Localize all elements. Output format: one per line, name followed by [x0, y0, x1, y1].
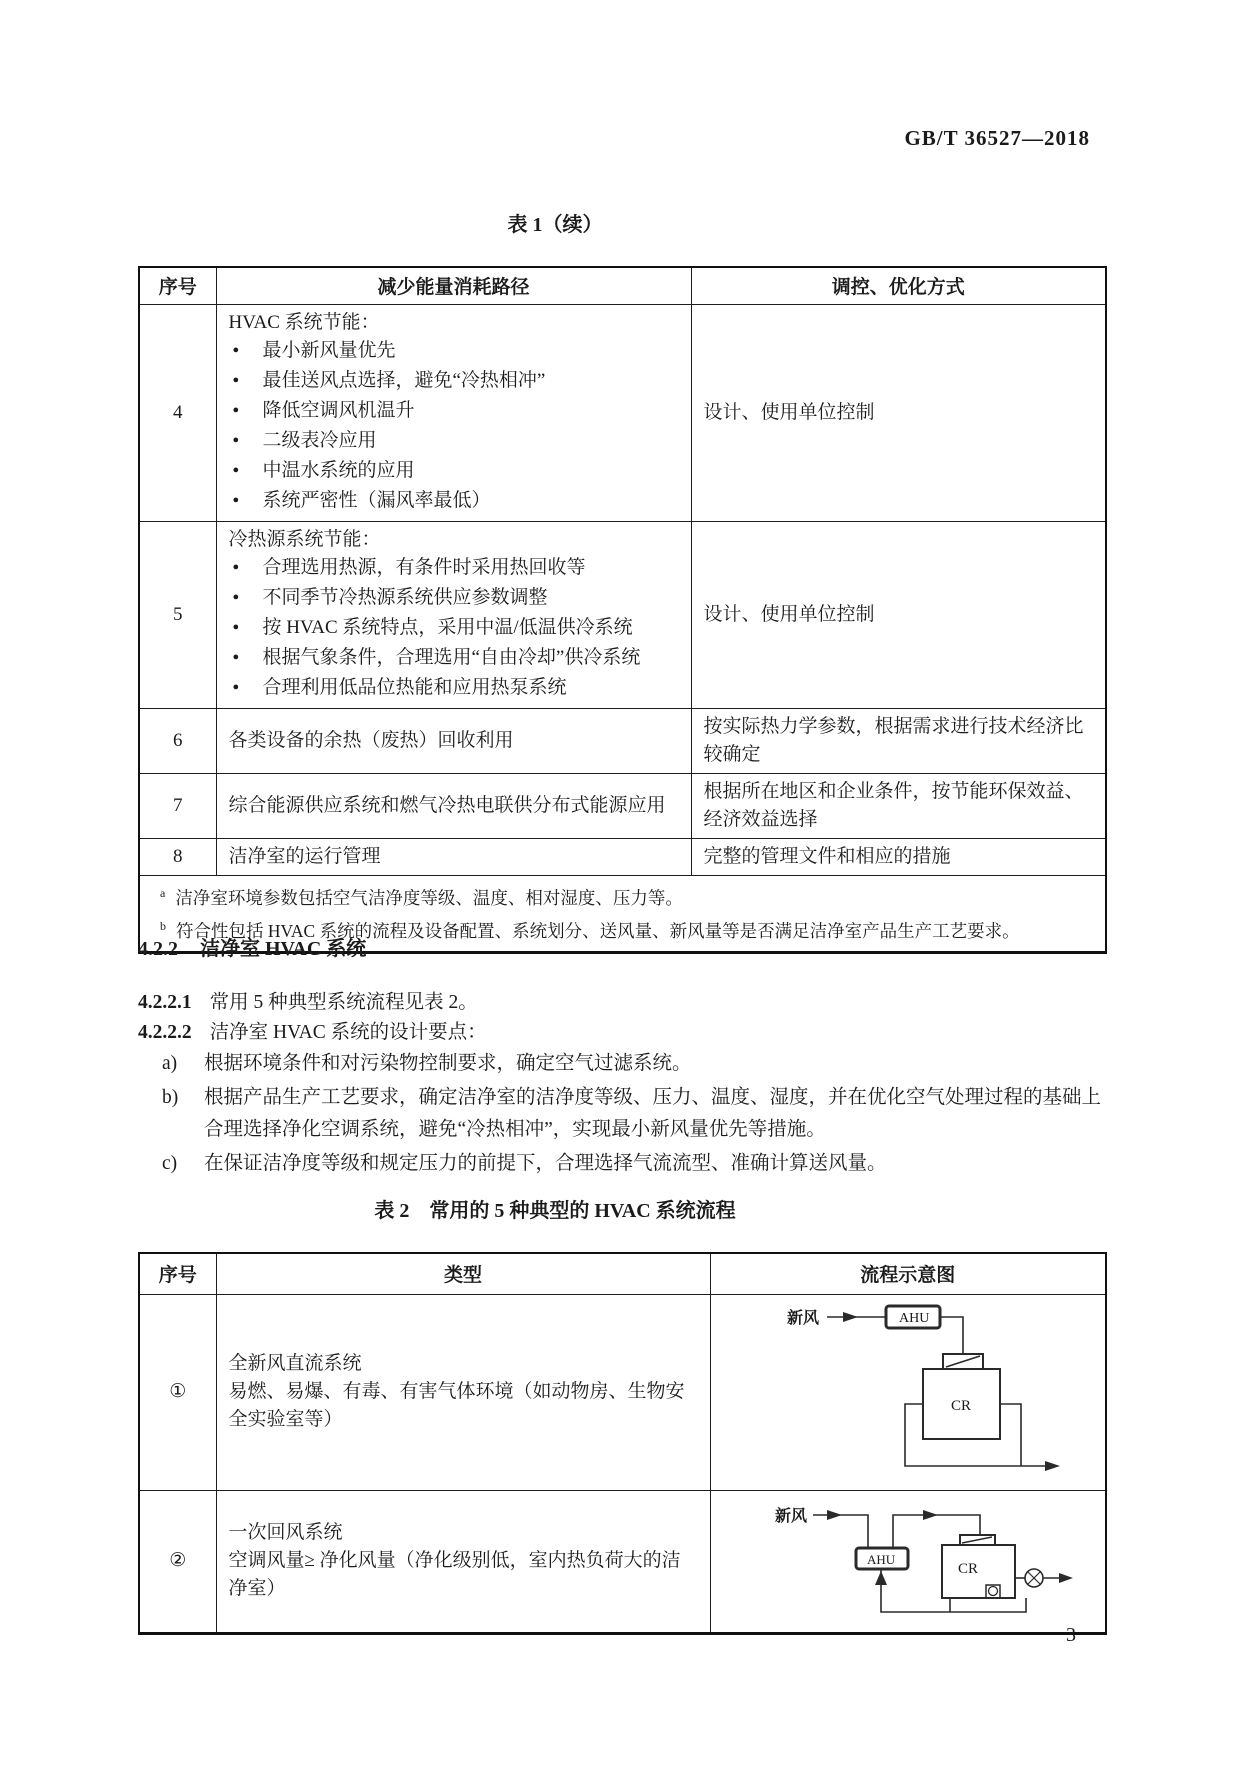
- path-title: HVAC 系统节能：: [228, 311, 380, 333]
- list-item: ● 合理利用低品位热能和应用热泵系统: [229, 674, 679, 704]
- design-points-list: [162, 1048, 1107, 1182]
- bullet-icon: [229, 487, 263, 517]
- page-number: 3: [1066, 1624, 1076, 1646]
- table-row: [139, 838, 1106, 875]
- table1-header-num: 序号: [139, 267, 216, 304]
- cleanroom-box: [942, 1545, 1015, 1598]
- footnote-a: $^a$ 洁净室环境参数包括空气洁净度等级、温度、相对湿度、压力等。: [160, 885, 683, 908]
- list-item: c) 在保证洁净度等级和规定压力的前提下，合理选择气流流型、准确计算送风量。: [162, 1153, 887, 1174]
- row-path: 综合能源供应系统和燃气冷热电联供分布式能源应用: [216, 773, 691, 838]
- bullet-icon: [229, 367, 263, 397]
- list-item: ● 不同季节冷热源系统供应参数调整: [229, 584, 679, 614]
- table-row: [139, 1490, 1106, 1633]
- table1-header-row: [139, 267, 1106, 304]
- list-item: ● 最佳送风点选择，避免“冷热相冲”: [229, 367, 679, 397]
- footnote-b: $^b$ 符合性包括 HVAC 系统的流程及设备配置、系统划分、送风量、新风量等是否满足洁净室产品生产工艺要求。: [160, 919, 1020, 942]
- row-method: 完整的管理文件和相应的措施: [691, 838, 1106, 875]
- row-num: 6: [139, 708, 216, 773]
- row-type: [216, 1294, 710, 1490]
- standard-number: GB/T 36527—2018: [904, 126, 1090, 150]
- list-item: a) 根据环境条件和对污染物控制要求，确定空气过滤系统。: [162, 1053, 692, 1074]
- arrowhead-icon: [843, 1312, 858, 1322]
- bullet-icon: [229, 457, 263, 487]
- bullet-icon: [229, 554, 263, 584]
- footnote-marker: b: [160, 919, 166, 934]
- arrowhead-icon: [875, 1571, 887, 1585]
- list-item: ● 降低空调风机温升: [229, 397, 679, 427]
- row-num: 8: [139, 838, 216, 875]
- type-desc: 易燃、易爆、有毒、有害气体环境（如动物房、生物安全实验室等）: [228, 1381, 685, 1430]
- fresh-air-label: 新风: [786, 1309, 819, 1327]
- row-num: 5: [139, 521, 216, 708]
- row-type: [216, 1490, 710, 1633]
- row-num: ②: [139, 1490, 216, 1633]
- table2-header-diagram: 流程示意图: [710, 1253, 1106, 1294]
- table1: [138, 266, 1107, 954]
- table1-header-path: 减少能量消耗路径: [216, 267, 691, 304]
- table2-header-type: 类型: [216, 1253, 710, 1294]
- row-method: 设计、使用单位控制: [691, 304, 1106, 521]
- clause-4221: 4.2.2.1 常用 5 种典型系统流程见表 2。: [138, 992, 478, 1013]
- row-method: 根据所在地区和企业条件，按节能环保效益、经济效益选择: [691, 773, 1106, 838]
- section-heading: 4.2.2 洁净室 HVAC 系统: [138, 938, 367, 960]
- row-num: 4: [139, 304, 216, 521]
- list-item: b) 根据产品生产工艺要求，确定洁净室的洁净度等级、压力、温度、湿度，并在优化空气处理过程的基础上合理选择净化空调系统，避免“冷热相冲”，实现最小新风量优先等措施。: [162, 1087, 1102, 1140]
- list-item: ● 二级表冷应用: [229, 427, 679, 457]
- type-desc: 空调风量≥ 净化风量（净化级别低，室内热负荷大的洁净室）: [228, 1550, 681, 1599]
- bullet-icon: [229, 397, 263, 427]
- path-title: 冷热源系统节能：: [228, 528, 381, 550]
- table-row: [139, 1294, 1106, 1490]
- row-num: 7: [139, 773, 216, 838]
- table1-header-method: 调控、优化方式: [691, 267, 1106, 304]
- row-path: [216, 521, 691, 708]
- table2: [138, 1252, 1107, 1635]
- diagram-all-fresh-air-icon: [723, 1299, 1117, 1486]
- list-item: ● 根据气象条件，合理选用“自由冷却”供冷系统: [229, 644, 679, 674]
- row-path: [216, 304, 691, 521]
- cleanroom-label: CR: [950, 1397, 971, 1414]
- exhaust-duct: [905, 1404, 1053, 1466]
- arrowhead-icon: [1059, 1573, 1073, 1583]
- table-row: [139, 521, 1106, 708]
- table2-header-row: [139, 1253, 1106, 1294]
- ahu-label: AHU: [898, 1310, 929, 1326]
- footnote-marker: a: [160, 885, 166, 900]
- clause-number: 4.2.2.2: [138, 1022, 192, 1043]
- type-title: 一次回风系统: [228, 1522, 343, 1543]
- table1-caption: 表 1（续）: [507, 214, 603, 236]
- table-row: [139, 708, 1106, 773]
- arrowhead-icon: [1045, 1461, 1060, 1471]
- arrowhead-icon: [827, 1510, 842, 1520]
- clause-4222: 4.2.2.2 洁净室 HVAC 系统的设计要点：: [138, 1022, 487, 1043]
- table2-caption: 表 2 常用的 5 种典型的 HVAC 系统流程: [374, 1200, 736, 1222]
- bullet-icon: [229, 614, 263, 644]
- bullet-icon: [229, 644, 263, 674]
- row-method: 按实际热力学参数，根据需求进行技术经济比较确定: [691, 708, 1106, 773]
- row-path: 各类设备的余热（废热）回收利用: [216, 708, 691, 773]
- list-item: ● 系统严密性（漏风率最低）: [229, 487, 679, 517]
- bullet-icon: [229, 427, 263, 457]
- bullet-icon: [229, 337, 263, 367]
- table2-header-num: 序号: [139, 1253, 216, 1294]
- flow-diagram-primary-return: [710, 1490, 1106, 1633]
- row-num: ①: [139, 1294, 216, 1490]
- arrowhead-icon: [923, 1510, 938, 1520]
- bullet-icon: [229, 674, 263, 704]
- list-item: ● 最小新风量优先: [229, 337, 679, 367]
- supply-duct: [893, 1515, 980, 1548]
- list-item: ● 合理选用热源，有条件时采用热回收等: [229, 554, 679, 584]
- fresh-air-label: 新风: [774, 1507, 807, 1525]
- bullet-icon: [229, 584, 263, 614]
- diagram-primary-return-air-icon: [723, 1495, 1117, 1628]
- list-item: ● 按 HVAC 系统特点，采用中温/低温供冷系统: [229, 614, 679, 644]
- type-title: 全新风直流系统: [228, 1353, 362, 1374]
- clause-number: 4.2.2.1: [138, 992, 192, 1013]
- table-row: [139, 304, 1106, 521]
- list-item: ● 中温水系统的应用: [229, 457, 679, 487]
- flow-diagram-once-through: [710, 1294, 1106, 1490]
- cleanroom-label: CR: [957, 1560, 978, 1577]
- table-row: [139, 773, 1106, 838]
- row-method: 设计、使用单位控制: [691, 521, 1106, 708]
- row-path: 洁净室的运行管理: [216, 838, 691, 875]
- section-number: 4.2.2: [138, 938, 178, 960]
- return-duct: [881, 1569, 1026, 1612]
- ahu-label: AHU: [866, 1551, 895, 1567]
